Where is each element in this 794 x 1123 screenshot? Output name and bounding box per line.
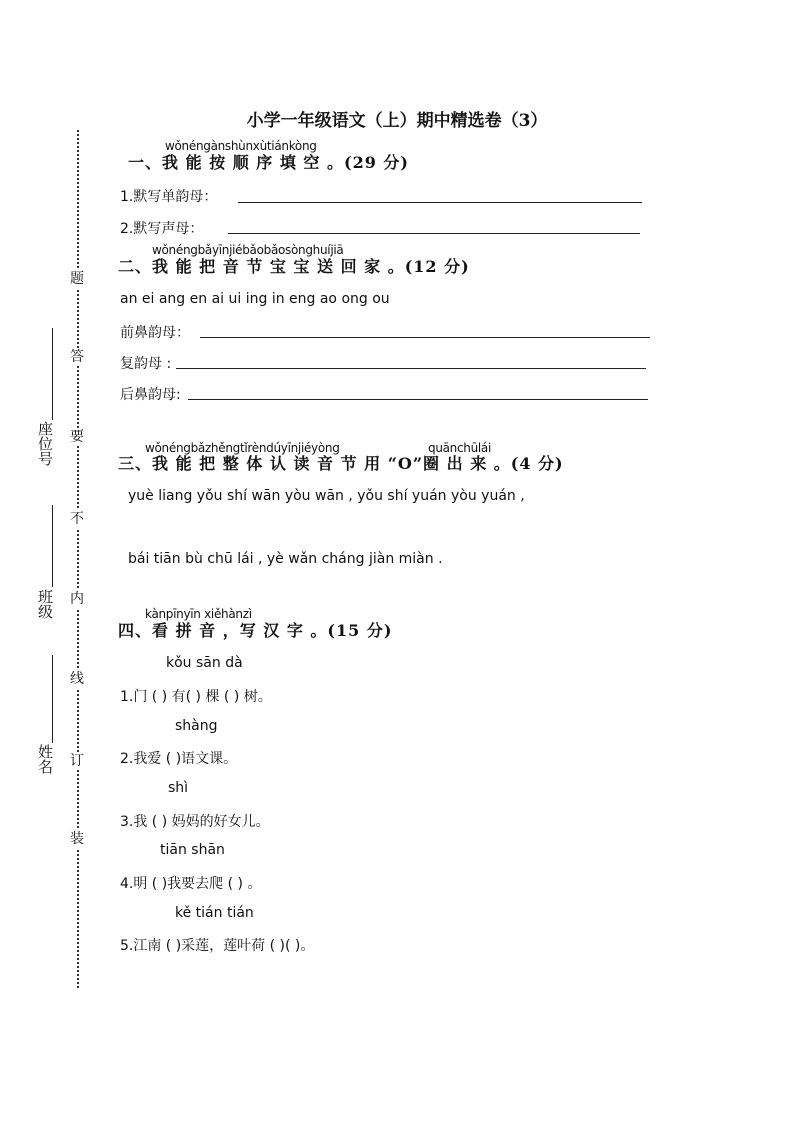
seat-number-line[interactable] — [52, 328, 53, 420]
section4-heading: 四、看 拼 音 ，写 汉 字 。(15 分) — [118, 621, 393, 640]
section1-heading: 一、我 能 按 顺 序 填 空 。(29 分) — [128, 153, 409, 172]
binding-dotted-line — [77, 130, 79, 988]
item1-text: 1.门 ( ) 有( ) 棵 ( ) 树。 — [120, 689, 272, 705]
binding-char: 题 — [70, 271, 84, 287]
section1-q2-answer-line[interactable] — [228, 233, 640, 234]
section3-pinyin: wǒnéngbǎzhěngtǐrèndúyīnjiéyòng — [145, 441, 340, 455]
section1-q1: 1.默写单韵母： — [120, 189, 218, 205]
item5-pinyin: kě tián tián — [175, 905, 254, 921]
section2-q1: 前鼻韵母： — [120, 325, 190, 341]
name-line[interactable] — [52, 655, 53, 743]
binding-char: 答 — [70, 349, 84, 365]
class-line[interactable] — [52, 505, 53, 587]
binding-char: 不 — [70, 511, 84, 527]
item2-pinyin: shàng — [175, 718, 218, 734]
item1-pinyin: kǒu sān dà — [166, 655, 243, 671]
item5-text: 5.江南 ( )采莲，莲叶荷 ( )( )。 — [120, 938, 315, 954]
item2-text: 2.我爱 ( )语文课。 — [120, 751, 238, 767]
section2-pinyin: wǒnéngbǎyīnjiébǎobǎosònghuíjiā — [152, 243, 344, 257]
item3-text: 3.我 ( ) 妈妈的好女儿。 — [120, 814, 270, 830]
class-label: 班级 — [38, 588, 54, 621]
section2-q3-answer-line[interactable] — [188, 399, 648, 400]
section3-line2: bái tiān bù chū lái , yè wǎn cháng jiàn miàn . — [128, 551, 443, 567]
section2-syllables: an ei ang en ai ui ing in eng ao ong ou — [120, 291, 390, 307]
section3-pinyin-2: quānchūlái — [428, 441, 492, 455]
binding-char: 线 — [70, 671, 84, 687]
item3-pinyin: shì — [168, 780, 189, 796]
item4-text: 4.明 ( )我要去爬 ( ) 。 — [120, 876, 262, 892]
section2-q2: 复韵母 : — [120, 356, 172, 372]
section1-q1-answer-line[interactable] — [238, 202, 642, 203]
section2-q2-answer-line[interactable] — [176, 368, 646, 369]
section2-q3: 后鼻韵母: — [120, 387, 181, 403]
page-title: 小学一年级语文（上）期中精选卷（3） — [246, 111, 548, 131]
seat-number-label: 座位号 — [38, 420, 54, 468]
section2-heading: 二、我 能 把 音 节 宝 宝 送 回 家 。(12 分) — [118, 257, 470, 276]
section4-pinyin: kànpīnyīn xiěhànzì — [145, 607, 252, 621]
binding-char: 装 — [70, 831, 84, 847]
section1-q2: 2.默写声母： — [120, 221, 204, 237]
section3-line1: yuè liang yǒu shí wān yòu wān , yǒu shí yuán yòu yuán , — [128, 488, 525, 504]
section1-pinyin: wǒnéngànshùnxùtiánkòng — [165, 139, 317, 153]
binding-char: 要 — [70, 429, 84, 445]
section3-heading: 三、我 能 把 整 体 认 读 音 节 用 “O”圈 出 来 。(4 分) — [118, 454, 564, 473]
item4-pinyin: tiān shān — [160, 842, 225, 858]
binding-char: 订 — [70, 753, 84, 769]
section2-q1-answer-line[interactable] — [200, 337, 650, 338]
binding-char: 内 — [70, 591, 84, 607]
name-label: 姓名 — [38, 743, 54, 776]
